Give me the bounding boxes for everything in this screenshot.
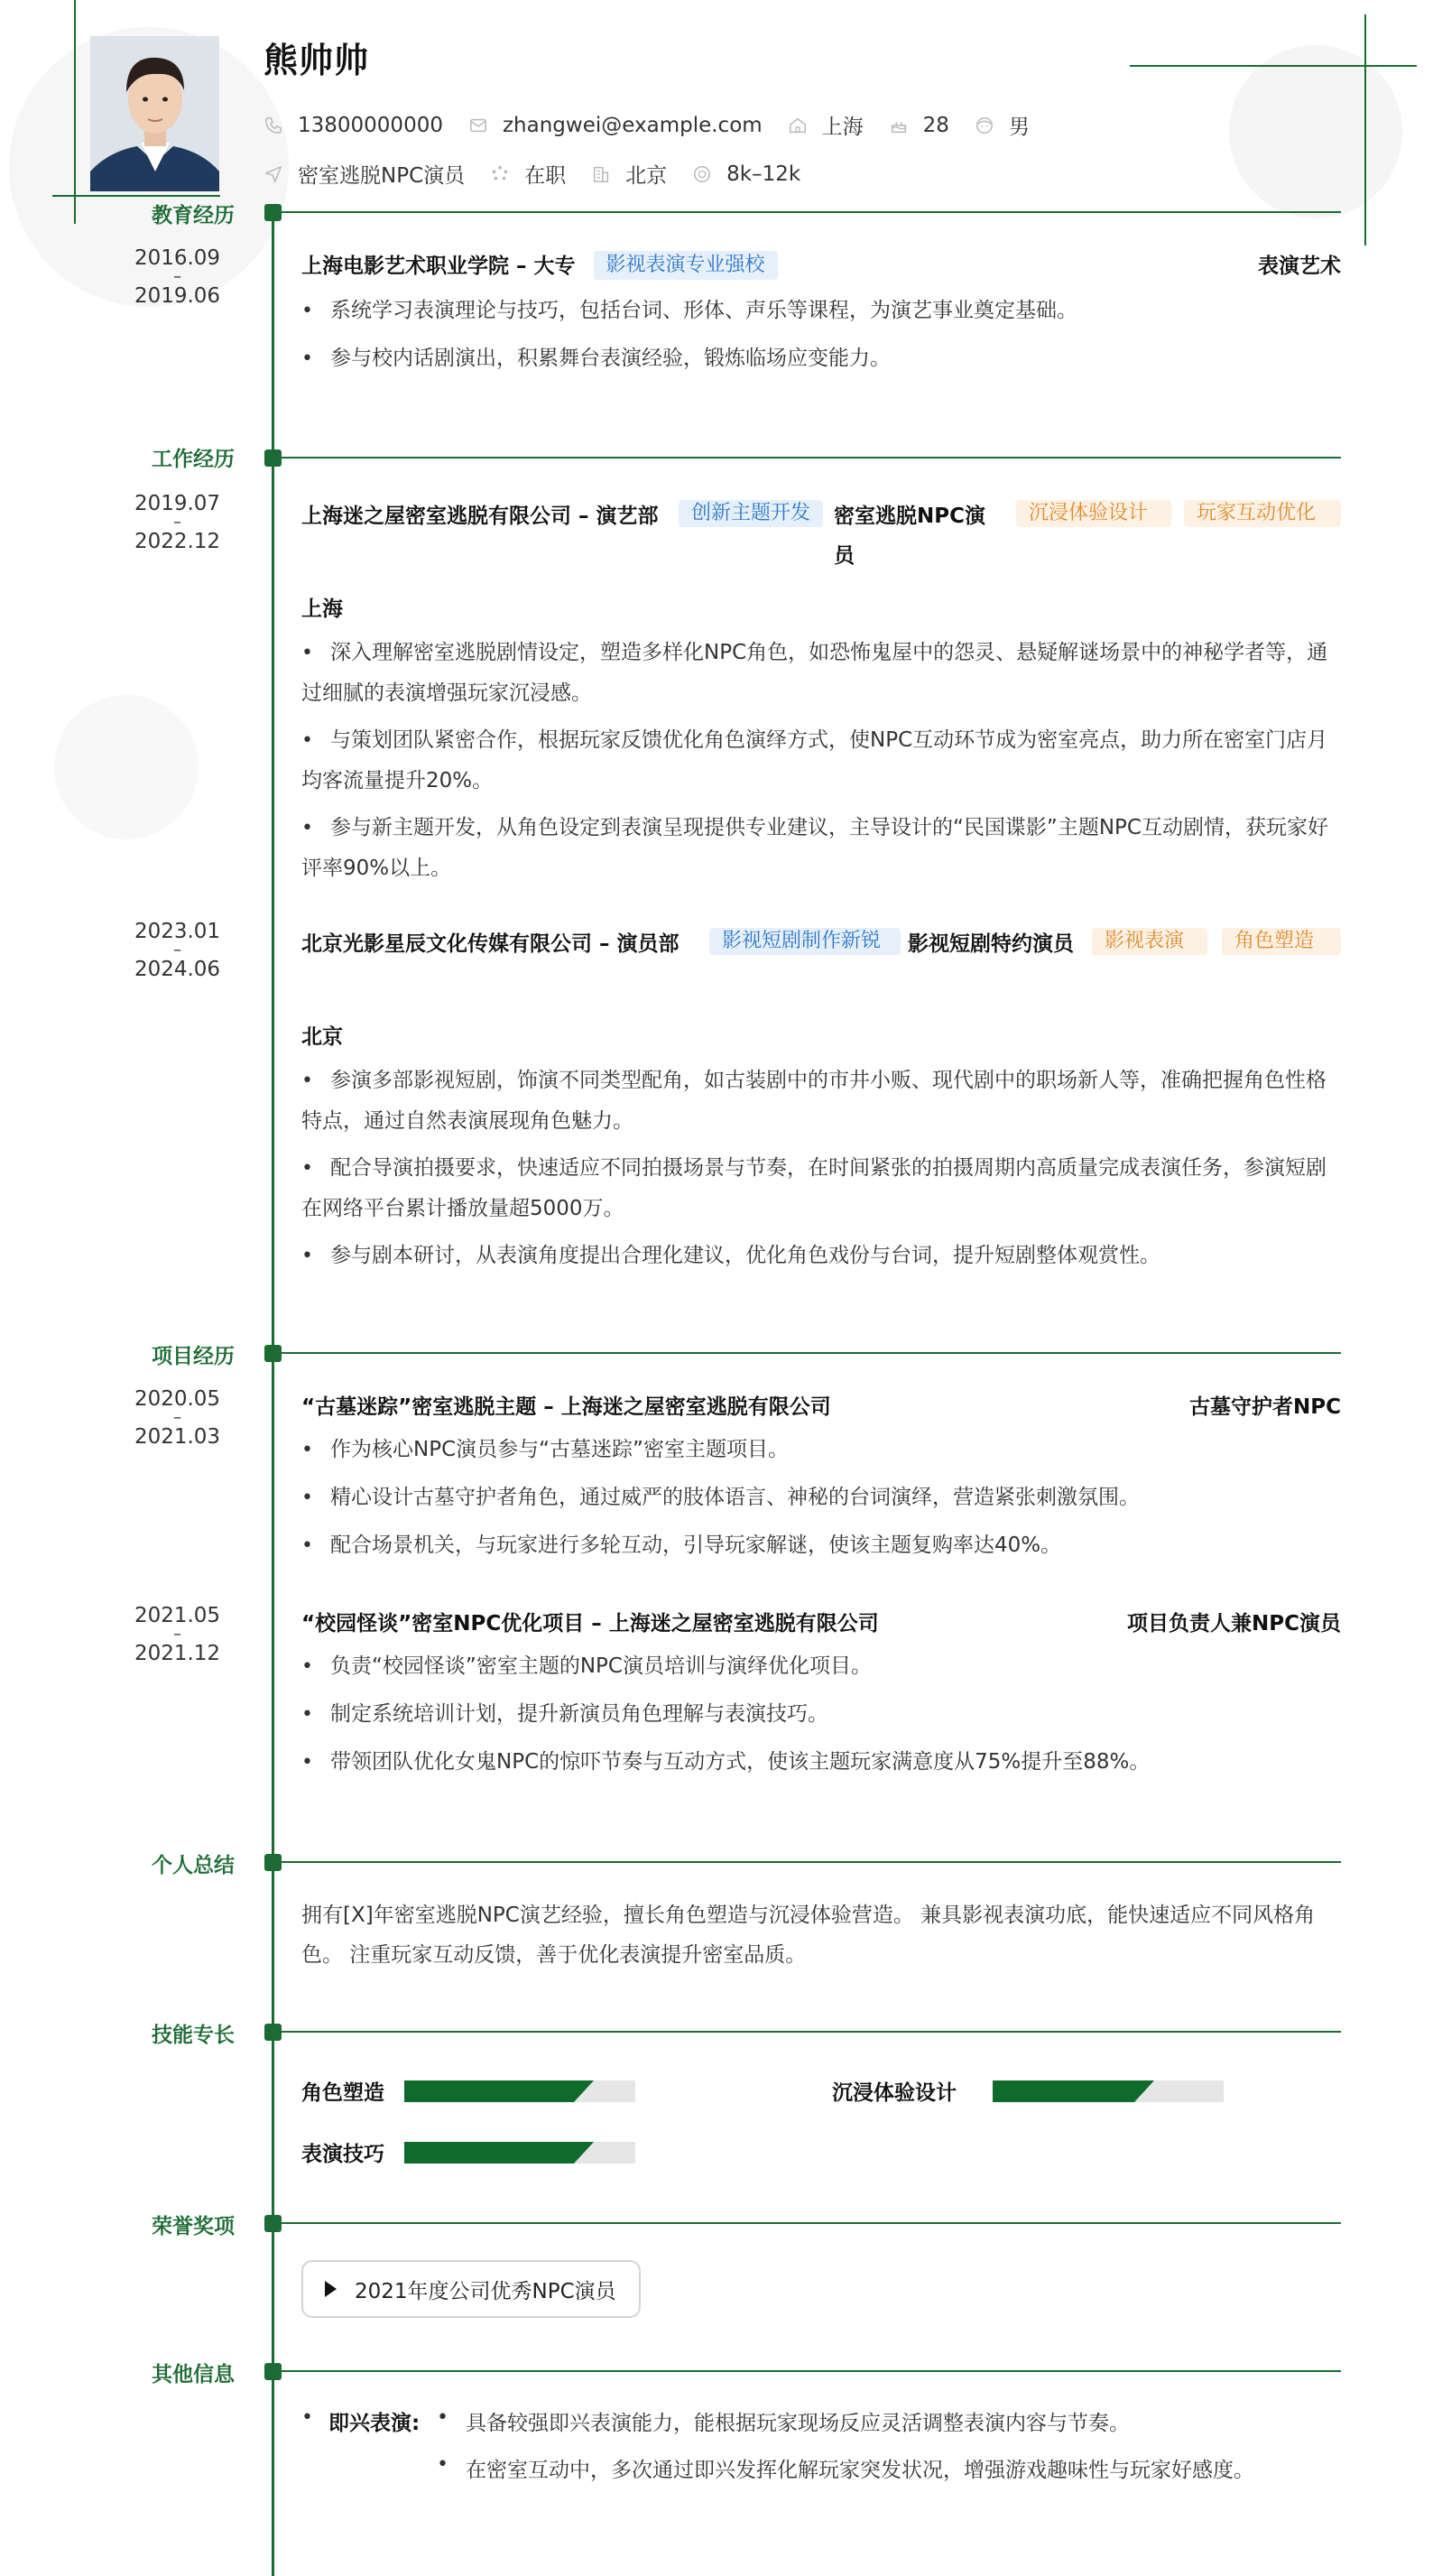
project-head-2 (301, 1608, 1341, 1639)
education-head (301, 251, 1341, 282)
list-item: • 参演多部影视短剧，饰演不同类型配角，如古装剧中的市井小贩、现代剧中的职场新人等，准确把握角色性格特点，通过自然表演展现角色魅力。 (301, 1061, 1341, 1141)
status-text: 在职 (524, 164, 567, 188)
send-icon (263, 164, 283, 184)
section-rule (282, 2370, 1341, 2372)
email-item (468, 114, 763, 137)
date-end: 2022.12 (134, 530, 221, 553)
education-bullets (301, 291, 1341, 379)
skill-tag: 角色塑造 (1222, 928, 1341, 955)
section-rule (282, 211, 1341, 213)
deco-circle-top-right (1229, 45, 1402, 218)
other-info (301, 2406, 1341, 2500)
skill-tag: 玩家互动优化 (1184, 500, 1341, 527)
section-marker (264, 1854, 282, 1871)
skill-bar-fill (993, 2080, 1134, 2102)
company-tag: 创新主题开发 (679, 500, 823, 527)
company-name: 上海迷之屋密室逃脱有限公司 – 演艺部 (301, 505, 659, 528)
education-entry (301, 251, 1341, 379)
project-date-1 (117, 1388, 237, 1448)
work-bullets-1 (301, 633, 1341, 888)
skill-bar (404, 2080, 635, 2102)
section-title-other: 其他信息 (152, 2363, 235, 2386)
project-role: 古墓守护者NPC (1189, 1395, 1341, 1419)
skill-item (301, 2076, 635, 2106)
contact-row (263, 110, 1055, 140)
section-marker (264, 204, 282, 221)
project-entry-1 (301, 1392, 1341, 1566)
section-title-education: 教育经历 (152, 204, 235, 227)
section-title-projects: 项目经历 (152, 1345, 235, 1368)
gender-item (975, 110, 1030, 140)
phone-icon (263, 116, 283, 135)
list-item: • 参与剧本研讨，从表演角度提出合理化建议，优化角色戏份与台词，提升短剧整体观赏性。 (301, 1236, 1341, 1276)
deco-line-right-h (1130, 65, 1417, 67)
project-title: “古墓迷踪”密室逃脱主题 – 上海迷之屋密室逃脱有限公司 (301, 1395, 831, 1419)
skill-bar-fill (404, 2142, 574, 2164)
company-tag: 影视短剧制作新锐 (709, 928, 901, 955)
job-intent-row (263, 159, 826, 189)
list-item: • 深入理解密室逃脱剧情设定，塑造多样化NPC角色，如恐怖鬼屋中的怨灵、悬疑解谜场景中的神秘学者等，通过细腻的表演增强玩家沉浸感。 (301, 633, 1341, 713)
skill-name: 角色塑造 (301, 2081, 384, 2105)
section-rule (282, 1352, 1341, 1354)
other-block (301, 2406, 1341, 2500)
work-entry-1 (301, 496, 1341, 888)
company-name: 北京光影星辰文化传媒有限公司 – 演员部 (301, 932, 680, 956)
date-end: 2024.06 (134, 958, 221, 981)
salary-item (692, 162, 800, 186)
skill-tag: 沉浸体验设计 (1016, 500, 1171, 527)
section-rule (282, 457, 1341, 459)
section-title-skills: 技能专长 (152, 2024, 235, 2047)
cake-icon (889, 116, 909, 135)
project-date-2 (117, 1605, 237, 1664)
status-item (490, 159, 566, 189)
bullet-dot: • (301, 2406, 313, 2429)
other-label: 即兴表演: (328, 2412, 421, 2435)
skill-bar (993, 2080, 1224, 2102)
deco-circle-mid-left (54, 695, 199, 839)
building-icon (591, 164, 611, 184)
education-date (117, 247, 237, 307)
school-name: 上海电影艺术职业学院 – 大专 (301, 255, 576, 278)
list-item: • 带领团队优化女鬼NPC的惊吓节奏与互动方式，使该主题玩家满意度从75%提升至88%。 (301, 1742, 1341, 1783)
section-marker (264, 2363, 282, 2380)
section-marker (264, 1345, 282, 1362)
date-start: 2016.09 (134, 246, 221, 270)
summary-text: 拥有[X]年密室逃脱NPC演艺经验，擅长角色塑造与沉浸体验营造。 兼具影视表演功底，能快速适应不同风格角色。 注重玩家互动反馈，善于优化表演提升密室品质。 (301, 1904, 1316, 1967)
list-item: • 配合导演拍摄要求，快速适应不同拍摄场景与节奏，在时间紧张的拍摄周期内高质量完成表演任务，参演短剧在网络平台累计播放量超5000万。 (301, 1148, 1341, 1228)
list-item: • 参与新主题开发，从角色设定到表演呈现提供专业建议，主导设计的“民国谍影”主题NPC互动剧情，获玩家好评率90%以上。 (301, 808, 1341, 888)
loading-icon (490, 164, 510, 184)
other-item: 在密室互动中，多次通过即兴发挥化解玩家突发状况，增强游戏趣味性与玩家好感度。 (466, 2459, 1254, 2482)
date-start: 2020.05 (134, 1387, 221, 1411)
date-dash: – (173, 1408, 181, 1427)
date-start: 2021.05 (134, 1604, 221, 1627)
date-start: 2019.07 (134, 492, 221, 515)
date-dash: – (173, 513, 181, 532)
location-text: 上海 (821, 116, 864, 139)
gender-text: 男 (1008, 116, 1030, 139)
candidate-name: 熊帅帅 (263, 41, 370, 80)
project-head-1 (301, 1392, 1341, 1422)
list-item: • 负责“校园怪谈”密室主题的NPC演员培训与演绎优化项目。 (301, 1646, 1341, 1687)
work-city: 上海 (301, 598, 343, 621)
project-bullets-1 (301, 1430, 1341, 1566)
skill-name: 表演技巧 (301, 2143, 384, 2166)
section-marker (264, 449, 282, 467)
deco-line-right-v (1364, 14, 1366, 246)
coin-icon (692, 164, 712, 184)
major: 表演艺术 (1258, 255, 1341, 278)
work-date-2 (117, 921, 237, 980)
project-role: 项目负责人兼NPC演员 (1127, 1612, 1341, 1635)
age-item (889, 114, 949, 137)
skill-bar (404, 2142, 635, 2164)
home-icon (788, 116, 808, 135)
skill-name: 沉浸体验设计 (832, 2081, 957, 2105)
work-head-2 (301, 924, 1341, 995)
email-text: zhangwei@example.com (502, 113, 763, 137)
section-rule (282, 2222, 1341, 2224)
age-text: 28 (922, 113, 949, 137)
date-start: 2023.01 (134, 920, 221, 943)
position-item (263, 159, 465, 189)
section-title-summary: 个人总结 (152, 1854, 235, 1877)
skill-item (301, 2137, 635, 2167)
list-item: • 精心设计古墓守护者角色，通过威严的肢体语言、神秘的台词演绎，营造紧张刺激氛围。 (301, 1478, 1341, 1518)
section-marker (264, 2024, 282, 2041)
job-role: 影视短剧特约演员 (908, 932, 1074, 956)
honor-text: 2021年度公司优秀NPC演员 (355, 2279, 616, 2303)
skill-tag: 影视表演 (1092, 928, 1207, 955)
date-dash: – (173, 1625, 181, 1644)
list-item: • 系统学习表演理论与技巧，包括台词、形体、声乐等课程，为演艺事业奠定基础。 (301, 291, 1341, 331)
avatar (90, 36, 219, 191)
bullet-dot: • (437, 2453, 448, 2476)
education-head-left (301, 251, 778, 282)
work-bullets-2 (301, 1061, 1341, 1276)
deco-line-left-h (52, 195, 220, 197)
skill-item (832, 2076, 1224, 2106)
skill-bar-fill (404, 2080, 574, 2102)
project-title: “校园怪谈”密室NPC优化项目 – 上海迷之屋密室逃脱有限公司 (301, 1612, 879, 1635)
position-text: 密室逃脱NPC演员 (298, 164, 466, 188)
face-icon (975, 116, 994, 135)
other-item: 具备较强即兴表演能力，能根据玩家现场反应灵活调整表演内容与节奏。 (466, 2412, 1130, 2435)
avatar-portrait (90, 36, 219, 191)
deco-line-left-v (74, 0, 76, 224)
mail-icon (468, 116, 488, 135)
city-text: 北京 (625, 164, 668, 188)
work-head-1 (301, 496, 1341, 567)
section-rule (282, 1861, 1341, 1863)
list-item: • 配合场景机关，与玩家进行多轮互动，引导玩家解谜，使该主题复购率达40%。 (301, 1525, 1341, 1566)
bullet-dot: • (437, 2406, 448, 2429)
date-end: 2019.06 (134, 284, 221, 308)
list-item: • 与策划团队紧密合作，根据玩家反馈优化角色演绎方式，使NPC互动环节成为密室亮点，助力所在密室门店月均客流量提升20%。 (301, 720, 1341, 801)
section-title-work: 工作经历 (152, 448, 235, 471)
date-dash: – (173, 941, 181, 959)
work-date-1 (117, 493, 237, 552)
work-entry-2 (301, 924, 1341, 1276)
honor-item (301, 2260, 641, 2318)
salary-text: 8k–12k (726, 162, 801, 186)
project-bullets-2 (301, 1646, 1341, 1783)
section-rule (282, 2031, 1341, 2033)
list-item: • 作为核心NPC演员参与“古墓迷踪”密室主题项目。 (301, 1430, 1341, 1470)
date-end: 2021.03 (134, 1425, 221, 1449)
date-dash: – (173, 267, 181, 286)
phone-text: 13800000000 (298, 113, 443, 137)
date-end: 2021.12 (134, 1642, 221, 1665)
city-item (591, 159, 667, 189)
phone-item (263, 114, 443, 137)
section-marker (264, 2215, 282, 2232)
school-tag: 影视表演专业强校 (594, 251, 778, 280)
project-entry-2 (301, 1608, 1341, 1783)
play-icon (325, 2281, 337, 2297)
section-title-honors: 荣誉奖项 (152, 2215, 235, 2238)
location-item (788, 110, 864, 140)
list-item: • 制定系统培训计划，提升新演员角色理解与表演技巧。 (301, 1694, 1341, 1735)
work-city: 北京 (301, 1025, 343, 1049)
job-role: 密室逃脱NPC演员 (834, 505, 985, 568)
list-item: • 参与校内话剧演出，积累舞台表演经验，锻炼临场应变能力。 (301, 338, 1341, 379)
